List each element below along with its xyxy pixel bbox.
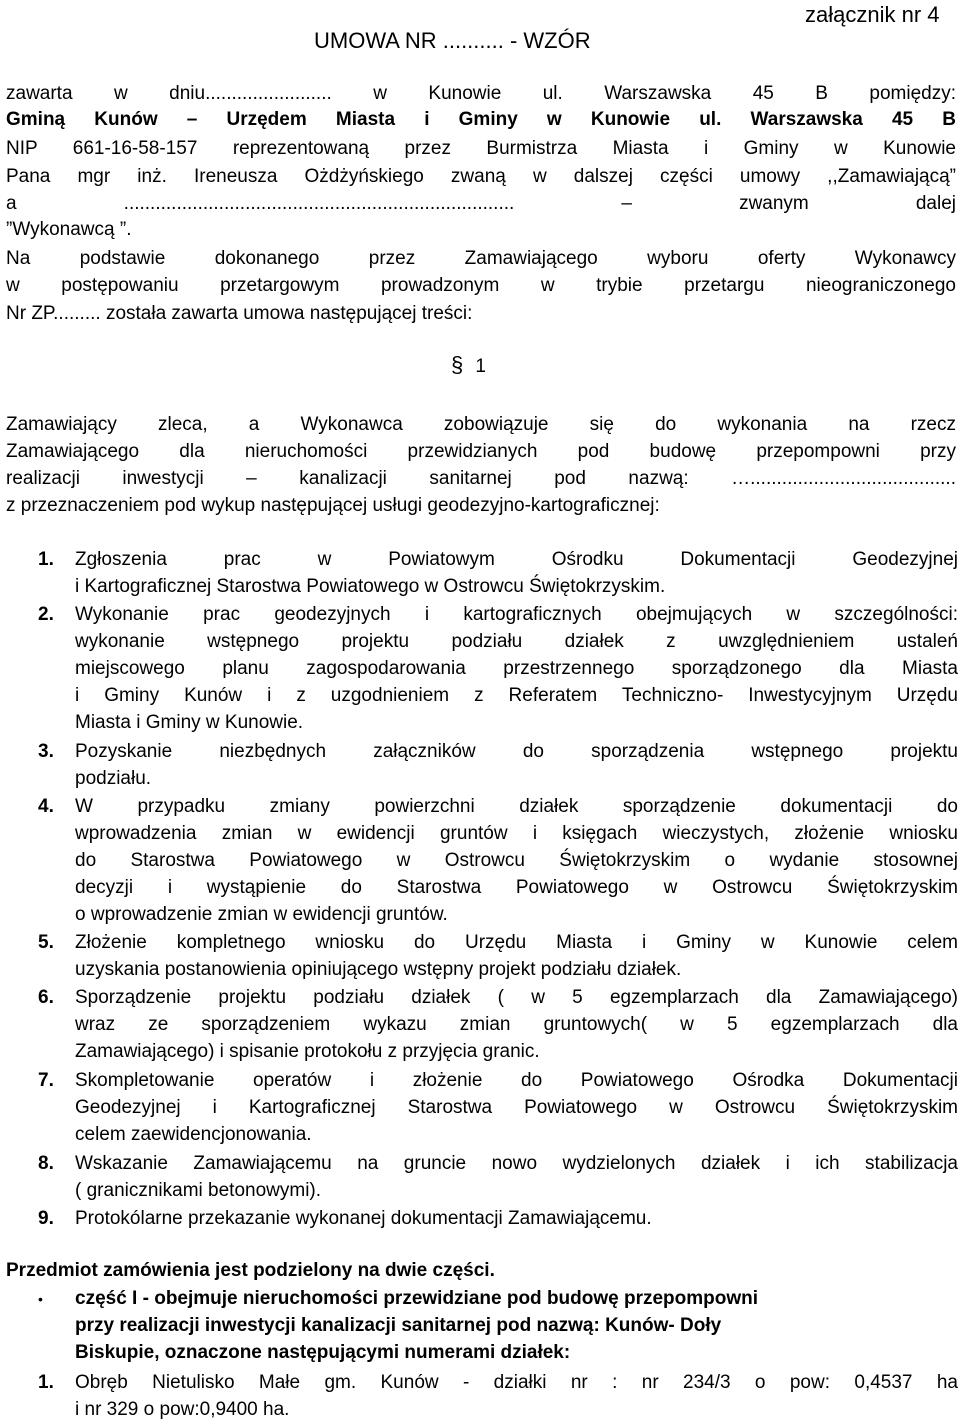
intro-line: w postępowaniu przetargowym prowadzonym w trybie przetargu nieograniczonego [6,275,956,296]
intro-line: Nr ZP......... została zawarta umowa następującej treści: [6,303,473,324]
task-line: Zamawiającego) i spisanie protokołu z przyjęcia granic. [75,1041,540,1062]
bullet-icon: • [38,1291,43,1307]
task-line: celem zaewidencjonowania. [75,1124,312,1145]
part-one-line: część I - obejmuje nieruchomości przewidziane pod budowę przepompowni [75,1288,759,1309]
task-line: decyzji i wystąpienie do Starostwa Powiatowego w Ostrowcu Świętokrzyskim [75,877,958,898]
task-line: do Starostwa Powiatowego w Ostrowcu Świętokrzyskim o wydanie stosownej [75,850,958,871]
task-line: W przypadku zmiany powierzchni działek sporządzenie dokumentacji do [75,796,958,817]
task-number: 6. [38,987,54,1008]
part-one-line: Biskupie, oznaczone następującymi numerami działek: [75,1342,571,1363]
task-line: Wskazanie Zamawiającemu na gruncie nowo wydzielonych działek i ich stabilizacja [75,1153,958,1174]
task-line: wprowadzenia zmian w ewidencji gruntów i księgach wieczystych, złożenie wniosku [75,823,958,844]
task-number: 2. [38,604,54,625]
task-line: Pozyskanie niezbędnych załączników do sporządzenia wstępnego projektu [75,741,958,762]
task-number: 7. [38,1070,54,1091]
task-line: Skompletowanie operatów i złożenie do Powiatowego Ośrodka Dokumentacji [75,1070,958,1091]
section-symbol: § [451,352,464,377]
task-line: wraz ze sporządzeniem wykazu zmian gruntowych( w 5 egzemplarzach dla [75,1014,958,1035]
scope-line: realizacji inwestycji – kanalizacji sanitarnej pod nazwą: …....................................... [6,468,956,489]
subject-heading: Przedmiot zamówienia jest podzielony na dwie części. [6,1260,495,1281]
section-number: 1 [475,356,486,377]
intro-line: NIP 661-16-58-157 reprezentowaną przez Burmistrza Miasta i Gminy w Kunowie [6,138,956,159]
task-number: 9. [38,1208,54,1229]
parcel-line: i nr 329 o pow:0,9400 ha. [75,1399,290,1420]
intro-line: Gminą Kunów – Urzędem Miasta i Gminy w Kunowie ul. Warszawska 45 B [6,109,956,130]
task-line: Wykonanie prac geodezyjnych i kartograficznych obejmujących w szczególności: [75,604,958,625]
intro-line: a .......................................................................... – zwanym dalej [6,193,956,214]
scope-line: z przeznaczeniem pod wykup następującej usługi geodezyjno-kartograficznej: [6,495,660,516]
intro-line: Na podstawie dokonanego przez Zamawiającego wyboru oferty Wykonawcy [6,248,956,269]
scope-line: Zamawiającego dla nieruchomości przewidzianych pod budowę przepompowni przy [6,441,956,462]
task-line: i Gminy Kunów i z uzgodnieniem z Referatem Techniczno- Inwestycyjnym Urzędu [75,685,958,706]
task-line: i Kartograficznej Starostwa Powiatowego w Ostrowcu Świętokrzyskim. [75,576,666,597]
scope-line: Zamawiający zleca, a Wykonawca zobowiązuje się do wykonania na rzecz [6,414,956,435]
intro-line: zawarta w dniu........................ w Kunowie ul. Warszawska 45 B pomiędzy: [6,83,956,104]
annex-label: załącznik nr 4 [805,2,940,27]
task-line: ( granicznikami betonowymi). [75,1180,322,1201]
task-line: Miasta i Gminy w Kunowie. [75,712,304,733]
task-line: uzyskania postanowienia opiniującego wstępny projekt podziału działek. [75,959,682,980]
task-line: Geodezyjnej i Kartograficznej Starostwa Powiatowego w Ostrowcu Świętokrzyskim [75,1097,958,1118]
task-line: Zgłoszenia prac w Powiatowym Ośrodku Dokumentacji Geodezyjnej [75,549,958,570]
task-line: Protokólarne przekazanie wykonanej dokumentacji Zamawiającemu. [75,1208,652,1229]
task-line: podziału. [75,768,152,789]
part-one-line: przy realizacji inwestycji kanalizacji sanitarnej pod nazwą: Kunów- Doły [75,1315,722,1336]
task-number: 8. [38,1153,54,1174]
task-line: Sporządzenie projektu podziału działek ( w 5 egzemplarzach dla Zamawiającego) [75,987,958,1008]
intro-line: ”Wykonawcą ”. [6,219,132,240]
task-line: miejscowego planu zagospodarowania przestrzennego sporządzonego dla Miasta [75,658,958,679]
section-mark [451,352,486,378]
task-number: 1. [38,549,54,570]
task-line: o wprowadzenie zmian w ewidencji gruntów. [75,904,448,925]
task-line: wykonanie wstępnego projektu podziału działek z uwzględnieniem ustaleń [75,631,958,652]
task-number: 3. [38,741,54,762]
task-line: Złożenie kompletnego wniosku do Urzędu Miasta i Gminy w Kunowie celem [75,932,958,953]
task-number: 4. [38,796,54,817]
parcel-number: 1. [38,1372,54,1393]
parcel-line: Obręb Nietulisko Małe gm. Kunów - działki nr : nr 234/3 o pow: 0,4537 ha [75,1372,958,1393]
task-number: 5. [38,932,54,953]
intro-line: Pana mgr inż. Ireneusza Ożdżyńskiego zwaną w dalszej części umowy ,,Zamawiającą” [6,166,956,187]
document-title: UMOWA NR .......... - WZÓR [314,28,591,53]
